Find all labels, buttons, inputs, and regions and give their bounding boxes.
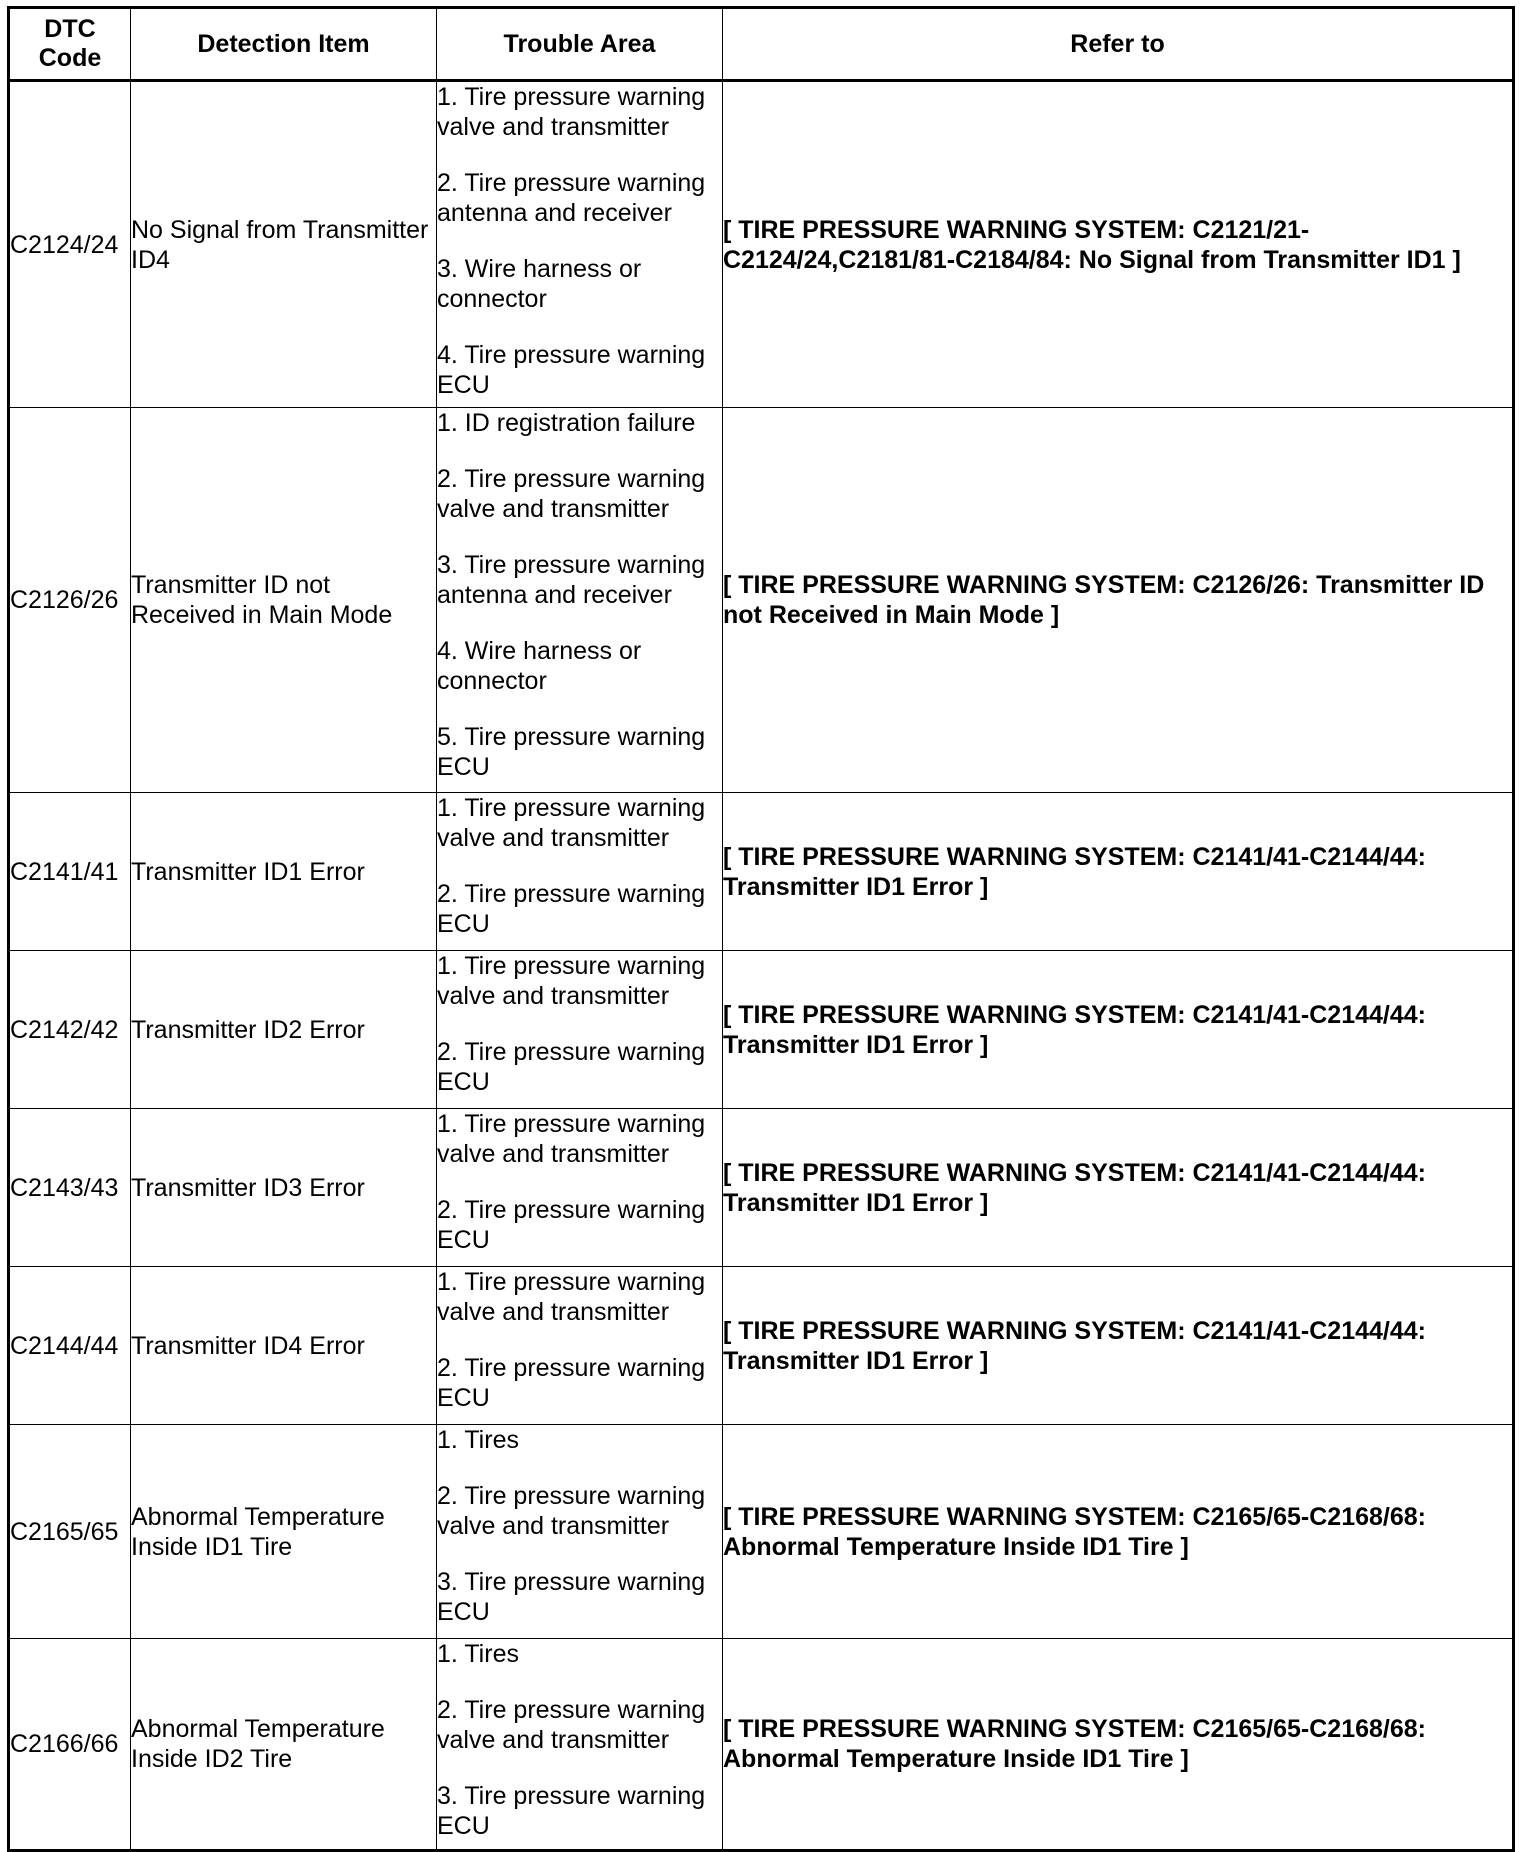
refer-to-cell: [ TIRE PRESSURE WARNING SYSTEM: C2141/41-C2144/44: Transmitter ID1 Error ] xyxy=(723,951,1514,1109)
trouble-area-item: 1. Tire pressure warning valve and transmitter xyxy=(437,794,706,852)
dtc-code-cell: C2141/41 xyxy=(9,793,131,951)
trouble-area-item: 3. Tire pressure warning ECU xyxy=(437,1568,706,1626)
trouble-area-item: 1. Tire pressure warning valve and transmitter xyxy=(437,1268,706,1326)
table-row xyxy=(9,1109,1514,1267)
trouble-area-cell xyxy=(437,1639,723,1851)
trouble-area-item: 2. Tire pressure warning valve and transmitter xyxy=(437,1482,706,1540)
trouble-area-item: 1. Tires xyxy=(437,1426,519,1454)
refer-to-cell: [ TIRE PRESSURE WARNING SYSTEM: C2165/65-C2168/68: Abnormal Temperature Inside ID1 Tire ] xyxy=(723,1425,1514,1639)
trouble-area-item: 2. Tire pressure warning ECU xyxy=(437,1196,706,1254)
detection-item-cell: Transmitter ID not Received in Main Mode xyxy=(131,408,437,793)
trouble-area-item: 4. Tire pressure warning ECU xyxy=(437,341,706,399)
refer-to-cell: [ TIRE PRESSURE WARNING SYSTEM: C2165/65-C2168/68: Abnormal Temperature Inside ID1 Tire ] xyxy=(723,1639,1514,1851)
trouble-area-cell xyxy=(437,1267,723,1425)
dtc-code-cell: C2144/44 xyxy=(9,1267,131,1425)
header-trouble-area: Trouble Area xyxy=(437,8,723,81)
refer-to-cell: [ TIRE PRESSURE WARNING SYSTEM: C2126/26: Transmitter ID not Received in Main Mode ] xyxy=(723,408,1514,793)
trouble-area-item: 2. Tire pressure warning ECU xyxy=(437,1038,706,1096)
detection-item-cell: Transmitter ID3 Error xyxy=(131,1109,437,1267)
trouble-area-item: 2. Tire pressure warning ECU xyxy=(437,1354,706,1412)
dtc-code-cell: C2126/26 xyxy=(9,408,131,793)
dtc-code-cell: C2165/65 xyxy=(9,1425,131,1639)
trouble-area-item: 1. Tire pressure warning valve and transmitter xyxy=(437,83,706,141)
trouble-area-item: 1. Tires xyxy=(437,1640,519,1668)
table-header-row xyxy=(9,8,1514,81)
dtc-code-cell: C2166/66 xyxy=(9,1639,131,1851)
trouble-area-cell xyxy=(437,1425,723,1639)
table-row xyxy=(9,951,1514,1109)
trouble-area-item: 1. Tire pressure warning valve and transmitter xyxy=(437,952,706,1010)
table-row xyxy=(9,1639,1514,1851)
trouble-area-cell xyxy=(437,81,723,408)
trouble-area-item: 5. Tire pressure warning ECU xyxy=(437,723,706,781)
dtc-code-cell: C2142/42 xyxy=(9,951,131,1109)
trouble-area-cell xyxy=(437,951,723,1109)
detection-item-cell: Abnormal Temperature Inside ID1 Tire xyxy=(131,1425,437,1639)
trouble-area-cell xyxy=(437,793,723,951)
detection-item-cell: Transmitter ID4 Error xyxy=(131,1267,437,1425)
detection-item-cell: Abnormal Temperature Inside ID2 Tire xyxy=(131,1639,437,1851)
header-dtc-code-line1: DTC xyxy=(44,15,96,43)
trouble-area-item: 1. ID registration failure xyxy=(437,409,696,437)
refer-to-cell: [ TIRE PRESSURE WARNING SYSTEM: C2141/41-C2144/44: Transmitter ID1 Error ] xyxy=(723,793,1514,951)
dtc-code-cell: C2143/43 xyxy=(9,1109,131,1267)
refer-to-cell: [ TIRE PRESSURE WARNING SYSTEM: C2141/41-C2144/44: Transmitter ID1 Error ] xyxy=(723,1109,1514,1267)
header-dtc-code xyxy=(9,8,131,81)
trouble-area-cell xyxy=(437,1109,723,1267)
trouble-area-item: 1. Tire pressure warning valve and transmitter xyxy=(437,1110,706,1168)
header-refer-to: Refer to xyxy=(723,8,1514,81)
table-row xyxy=(9,793,1514,951)
header-detection-item: Detection Item xyxy=(131,8,437,81)
trouble-area-item: 2. Tire pressure warning valve and transmitter xyxy=(437,465,706,523)
dtc-table xyxy=(7,6,1515,1852)
detection-item-cell: Transmitter ID1 Error xyxy=(131,793,437,951)
dtc-code-cell: C2124/24 xyxy=(9,81,131,408)
table-row xyxy=(9,81,1514,408)
detection-item-cell: No Signal from Transmitter ID4 xyxy=(131,81,437,408)
trouble-area-item: 3. Tire pressure warning ECU xyxy=(437,1782,706,1840)
table-row xyxy=(9,408,1514,793)
refer-to-cell: [ TIRE PRESSURE WARNING SYSTEM: C2141/41-C2144/44: Transmitter ID1 Error ] xyxy=(723,1267,1514,1425)
trouble-area-item: 2. Tire pressure warning valve and transmitter xyxy=(437,1696,706,1754)
table-row xyxy=(9,1267,1514,1425)
trouble-area-item: 2. Tire pressure warning antenna and receiver xyxy=(437,169,706,227)
table-row xyxy=(9,1425,1514,1639)
detection-item-cell: Transmitter ID2 Error xyxy=(131,951,437,1109)
trouble-area-item: 2. Tire pressure warning ECU xyxy=(437,880,706,938)
trouble-area-item: 4. Wire harness or connector xyxy=(437,637,642,695)
refer-to-cell: [ TIRE PRESSURE WARNING SYSTEM: C2121/21-C2124/24,C2181/81-C2184/84: No Signal from Transmitter ID1 ] xyxy=(723,81,1514,408)
trouble-area-item: 3. Wire harness or connector xyxy=(437,255,642,313)
trouble-area-cell xyxy=(437,408,723,793)
header-dtc-code-line2: Code xyxy=(38,44,102,72)
trouble-area-item: 3. Tire pressure warning antenna and receiver xyxy=(437,551,706,609)
